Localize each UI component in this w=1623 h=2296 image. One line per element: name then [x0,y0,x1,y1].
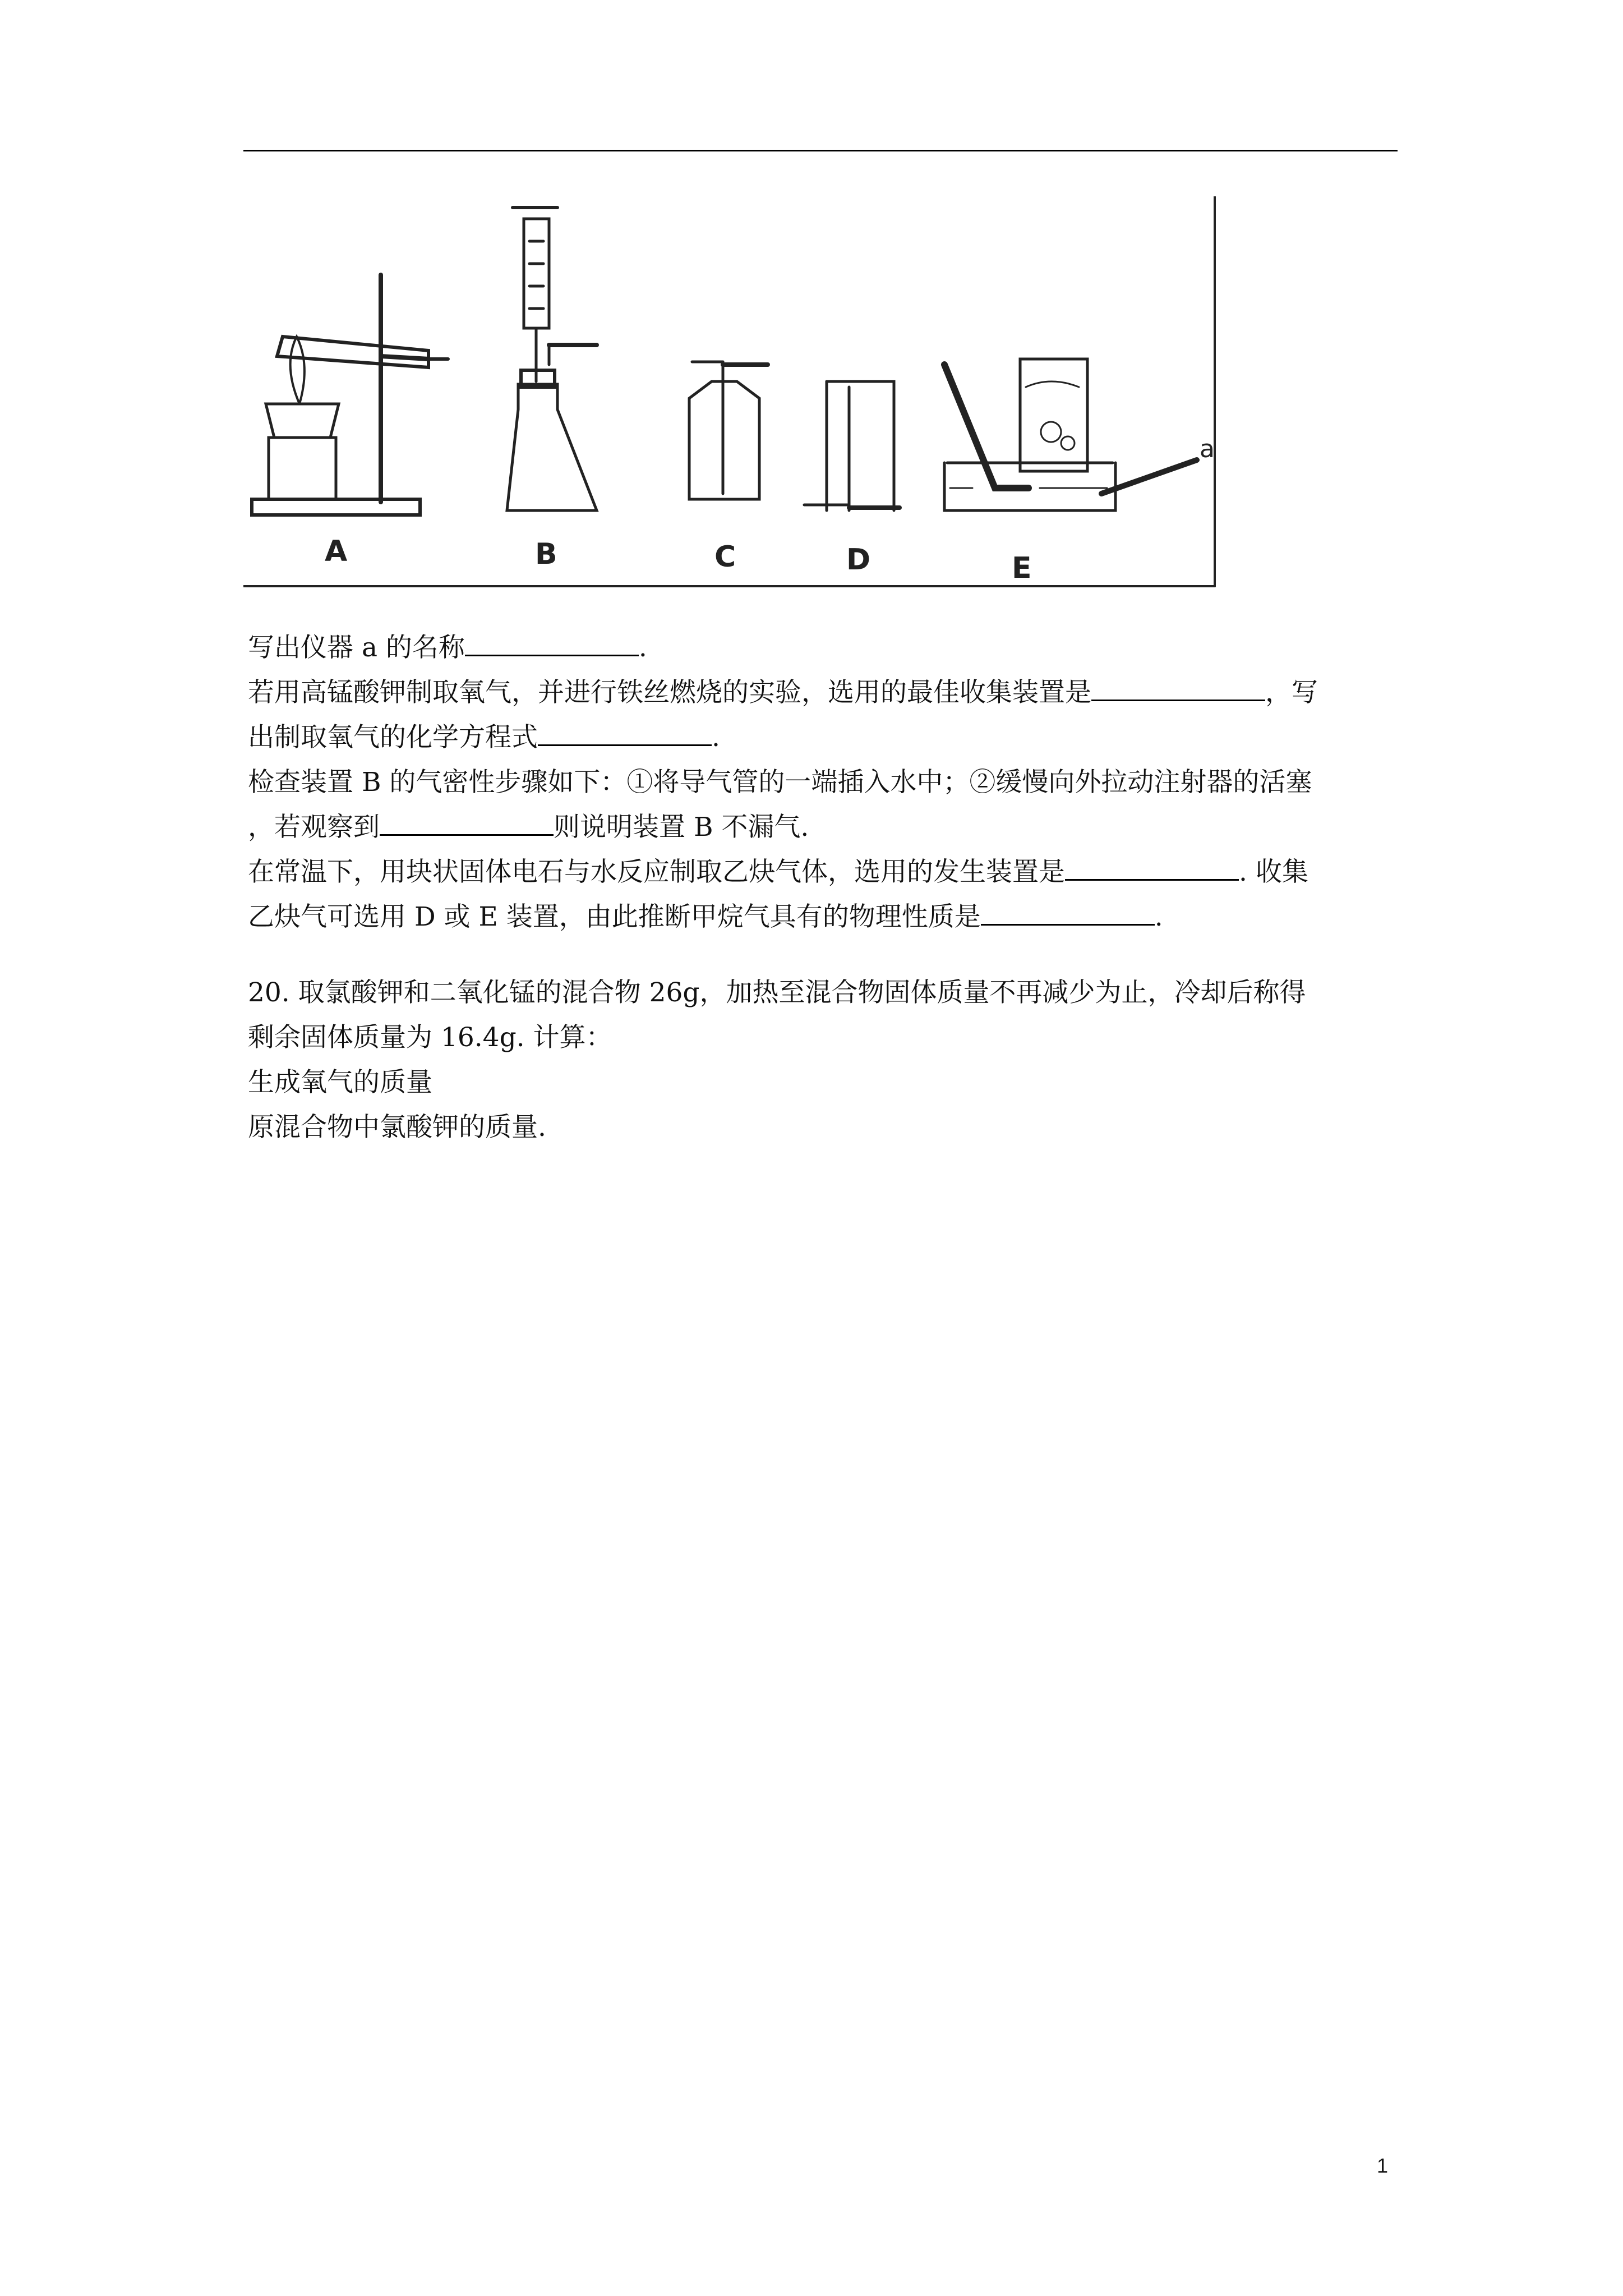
question-line [248,670,1403,715]
question-text: . [1154,901,1163,932]
problem-line: 生成氧气的质量 [248,1067,432,1098]
question-text: ，写 [1265,677,1318,708]
question-line [248,850,1403,895]
question-text: 则说明装置 B 不漏气. [554,812,809,843]
apparatus-d [804,381,900,510]
label-pointer-a: a [1200,435,1215,463]
label-c: C [714,540,736,574]
label-b: B [535,537,557,571]
problem-line: 剩余固体质量为 16.4g. 计算： [248,1022,612,1053]
problem-line: 原混合物中氯酸钾的质量. [248,1112,546,1143]
label-e: E [1012,551,1032,585]
header-rule [243,150,1398,151]
apparatus-figure [243,196,1216,589]
answer-blank[interactable] [1091,677,1265,701]
label-a: A [325,535,348,568]
question-line [248,895,1403,940]
question-text: 出制取氧气的化学方程式 [248,722,538,753]
answer-blank[interactable] [538,722,712,746]
question-text: . 收集 [1239,857,1308,887]
answer-blank[interactable] [1065,857,1239,881]
question-line [248,715,1403,760]
question-text: 若用高锰酸钾制取氧气，并进行铁丝燃烧的实验，选用的最佳收集装置是 [248,677,1091,708]
question-line [248,805,1403,850]
question-text: 乙炔气可选用 D 或 E 装置，由此推断甲烷气具有的物理性质是 [248,901,981,932]
question-block [248,625,1403,940]
question-line [248,625,1403,670]
apparatus-e [944,359,1197,510]
answer-blank[interactable] [380,812,554,836]
question-text: . [712,722,720,753]
page-number: 1 [1377,2154,1389,2177]
problem-line: 20. 取氯酸钾和二氧化锰的混合物 26g，加热至混合物固体质量不再减少为止，冷却后称得 [248,977,1306,1008]
question-text: . [638,632,647,663]
question-text: 写出仪器 a 的名称 [248,632,465,663]
answer-blank[interactable] [465,632,639,656]
question-text: 在常温下，用块状固体电石与水反应制取乙炔气体，选用的发生装置是 [248,857,1065,887]
question-line [248,760,1403,805]
apparatus-c [689,362,768,499]
question-text: ，若观察到 [248,812,380,843]
problem-20 [248,970,1403,1150]
apparatus-a [252,275,448,515]
label-d: D [846,543,871,577]
answer-blank[interactable] [981,901,1155,926]
apparatus-b [507,208,597,510]
question-text: 检查装置 B 的气密性步骤如下：①将导气管的一端插入水中；②缓慢向外拉动注射器的活塞 [248,767,1312,798]
